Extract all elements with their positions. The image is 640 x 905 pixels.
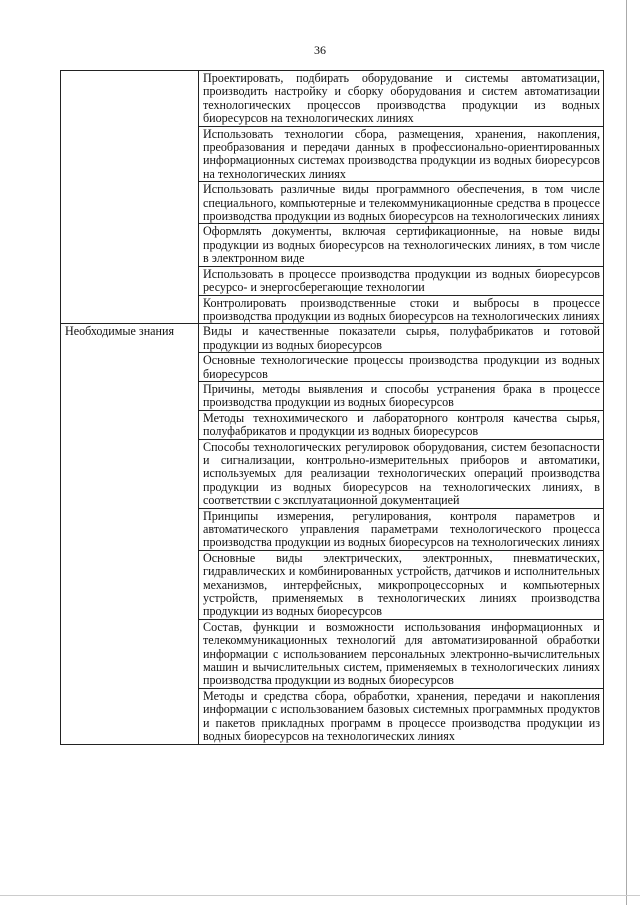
scan-bottom-line bbox=[0, 895, 640, 896]
skill-item: Использовать в процессе производства продукции из водных биоресурсов ресурсо- и энергосберегающие технологии bbox=[199, 266, 604, 295]
knowledge-label-cell: Необходимые знания bbox=[61, 324, 199, 744]
skill-item: Оформлять документы, включая сертификационные, на новые виды продукции из водных биоресурсов на технологических линиях, в том числе в электронном виде bbox=[199, 224, 604, 266]
knowledge-item: Способы технологических регулировок оборудования, систем безопасности и сигнализации, контрольно-измерительных приборов и автоматики, используемых для реализации технологических операций производства продукции из водных биоресурсов на технологических линиях, в соответствии с эксплуатационной документацией bbox=[199, 439, 604, 508]
table-row bbox=[61, 324, 604, 353]
knowledge-item: Принципы измерения, регулирования, контроля параметров и автоматического управления параметрами технологического процесса производства продукции из водных биоресурсов на технологических линиях bbox=[199, 508, 604, 550]
knowledge-item: Состав, функции и возможности использования информационных и телекоммуникационных технологий для автоматизированной обработки информации с использованием персональных электронно-вычислительных машин и вычислительных систем, применяемых в технологических линиях производства продукции из водных биоресурсов bbox=[199, 619, 604, 688]
competency-table bbox=[60, 70, 604, 745]
scan-edge-line bbox=[626, 0, 627, 905]
knowledge-item: Основные виды электрических, электронных, пневматических, гидравлических и комбинированных устройств, датчиков и исполнительных механизмов, интерфейсных, микропроцессорных и компьютерных устройств, применяемых в технологических линиях производства продукции из водных биоресурсов bbox=[199, 550, 604, 619]
knowledge-item: Методы технохимического и лабораторного контроля качества сырья, полуфабрикатов и продукции из водных биоресурсов bbox=[199, 410, 604, 439]
skill-item: Контролировать производственные стоки и выбросы в процессе производства продукции из водных биоресурсов на технологических линиях bbox=[199, 295, 604, 324]
skill-item: Использовать различные виды программного обеспечения, в том числе специального, компьютерные и телекоммуникационные средства в процессе производства продукции из водных биоресурсов на технологических линиях bbox=[199, 182, 604, 224]
knowledge-item: Виды и качественные показатели сырья, полуфабрикатов и готовой продукции из водных биоресурсов bbox=[199, 324, 604, 353]
skill-item: Использовать технологии сбора, размещения, хранения, накопления, преобразования и передачи данных в профессионально-ориентированных информационных системах производства продукции из водных биоресурсов на технологических линиях bbox=[199, 126, 604, 182]
knowledge-item: Основные технологические процессы производства продукции из водных биоресурсов bbox=[199, 353, 604, 382]
page-number: 36 bbox=[314, 43, 326, 57]
skills-label-cell bbox=[61, 71, 199, 324]
knowledge-item: Причины, методы выявления и способы устранения брака в процессе производства продукции из водных биоресурсов bbox=[199, 381, 604, 410]
skill-item: Проектировать, подбирать оборудование и системы автоматизации, производить настройку и сборку оборудования и систем автоматизации технологических процессов производства продукции из водных биоресурсов на технологических линиях bbox=[199, 71, 604, 127]
knowledge-item: Методы и средства сбора, обработки, хранения, передачи и накопления информации с использованием базовых системных программных продуктов и пакетов прикладных программ в процессе производства продукции из водных биоресурсов на технологических линиях bbox=[199, 688, 604, 744]
table-row bbox=[61, 71, 604, 127]
